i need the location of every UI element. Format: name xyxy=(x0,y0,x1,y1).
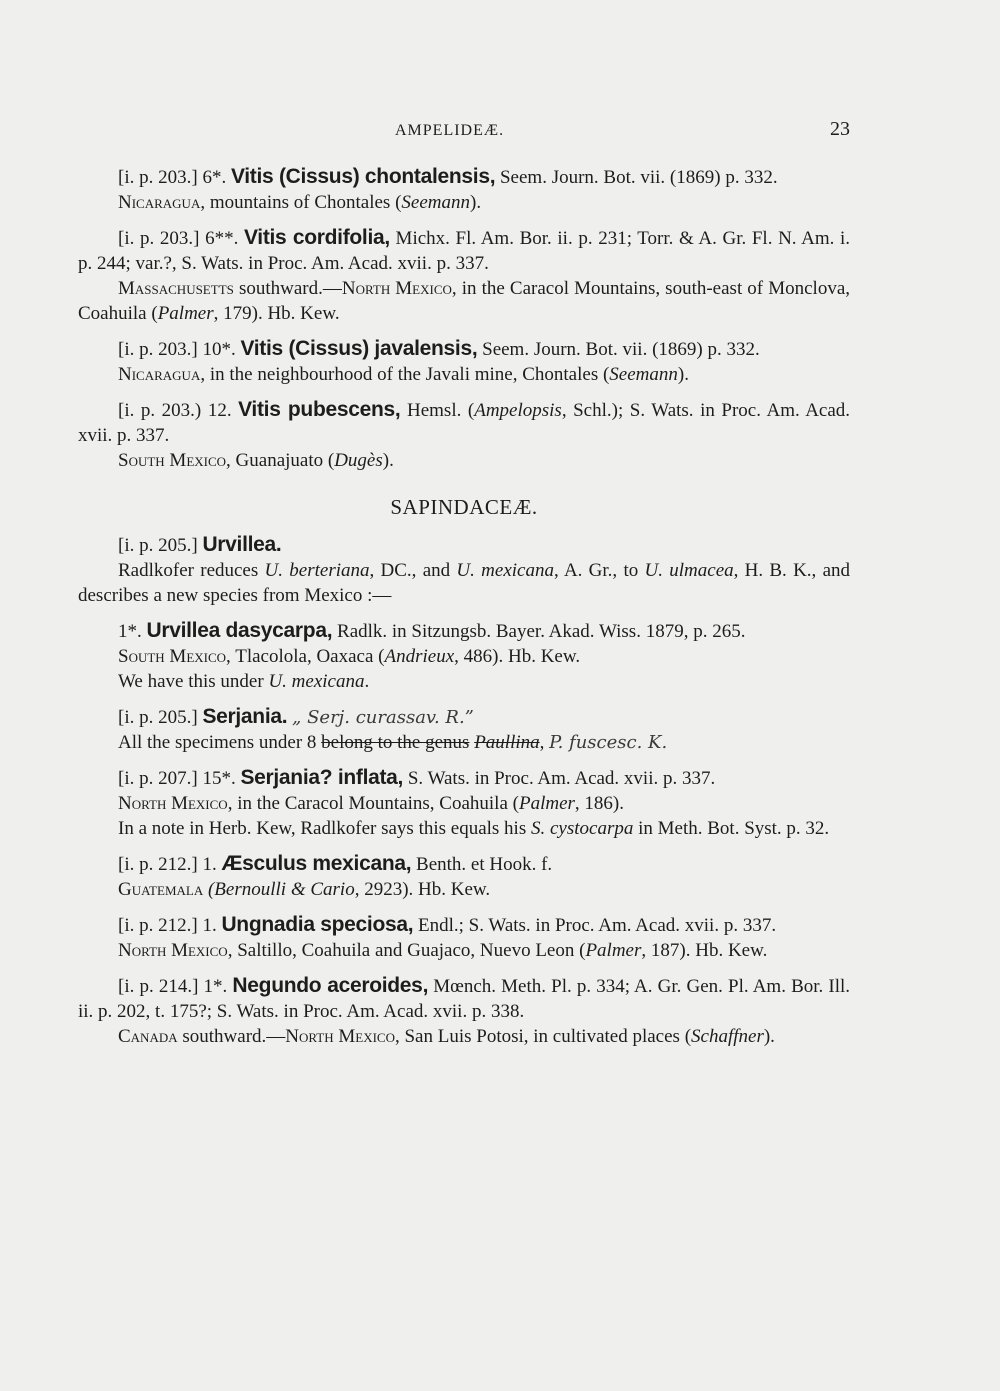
species-entry xyxy=(78,912,850,963)
species-heading: [i. p. 203.) 12. Vitis pubescens, Hemsl. (Ampelopsis, Schl.); S. Wats. in Proc. Am. Acad. xvii. p. 337. xyxy=(78,398,851,446)
species-locality: Massachusetts southward.—North Mexico, in the Caracol Mountains, south-east of Monclova, Coahuila (Palmer, 179). Hb. Kew. xyxy=(78,278,851,324)
species-note: In a note in Herb. Kew, Radlkofer says this equals his S. cystocarpa in Meth. Bot. Syst. p. 32. xyxy=(118,818,830,839)
species-locality: South Mexico, Guanajuato (Dugès). xyxy=(118,450,394,471)
species-note: We have this under U. mexicana. xyxy=(118,671,370,692)
genus-entry xyxy=(78,532,850,608)
page-number: 23 xyxy=(830,118,850,140)
species-heading: [i. p. 203.] 6**. Vitis cordifolia, Michx. Fl. Am. Bor. ii. p. 231; Torr. & A. Gr. Fl. N. Am. i. p. 244; var.?, S. Wats. in Proc. Am. Acad. xvii. p. 337. xyxy=(78,226,851,274)
species-entry xyxy=(78,765,850,841)
species-name: Vitis pubescens, xyxy=(238,398,401,421)
species-entry xyxy=(78,618,850,694)
species-locality: Nicaragua, mountains of Chontales (Seemann). xyxy=(118,192,482,213)
species-name: Vitis cordifolia, xyxy=(243,226,390,249)
handwritten-annotation: „ Serj. curassav. R.” xyxy=(292,707,474,728)
species-heading: [i. p. 203.] 10*. Vitis (Cissus) javalensis, Seem. Journ. Bot. vii. (1869) p. 332. xyxy=(118,337,760,360)
genus-entry xyxy=(78,704,850,755)
species-name: Vitis (Cissus) javalensis, xyxy=(240,337,478,360)
genus-name: Serjania. xyxy=(202,705,288,728)
species-heading: [i. p. 203.] 6*. Vitis (Cissus) chontalensis, Seem. Journ. Bot. vii. (1869) p. 332. xyxy=(118,165,778,188)
species-name: Serjania? inflata, xyxy=(240,766,404,789)
genus-note: All the specimens under 8 belong to the genus Paullina, P. fuscesc. K. xyxy=(118,732,668,753)
species-locality: Canada southward.—North Mexico, San Luis Potosi, in cultivated places (Schaffner). xyxy=(118,1026,775,1047)
species-locality: North Mexico, in the Caracol Mountains, Coahuila (Palmer, 186). xyxy=(118,793,624,814)
genus-note: Radlkofer reduces U. berteriana, DC., and U. mexicana, A. Gr., to U. ulmacea, H. B. K., and describes a new species from Mexico :— xyxy=(78,560,851,606)
species-entry xyxy=(78,973,850,1049)
species-entry xyxy=(78,336,850,387)
species-locality: Nicaragua, in the neighbourhood of the Javali mine, Chontales (Seemann). xyxy=(118,364,689,385)
species-entry xyxy=(78,397,850,473)
species-name: Æsculus mexicana, xyxy=(221,852,412,875)
handwritten-annotation: P. fuscesc. K. xyxy=(549,732,668,753)
genus-name: Urvillea. xyxy=(202,533,282,556)
genus-heading: [i. p. 205.] Urvillea. xyxy=(118,533,282,556)
species-heading: [i. p. 214.] 1*. Negundo aceroides, Mœnch. Meth. Pl. p. 334; A. Gr. Gen. Pl. Am. Bor. Ill. ii. p. 202, t. 175?; S. Wats. in Proc. Am. Acad. xvii. p. 338. xyxy=(78,974,851,1022)
species-entry xyxy=(78,164,850,215)
species-heading: 1*. Urvillea dasycarpa, Radlk. in Sitzungsb. Bayer. Akad. Wiss. 1879, p. 265. xyxy=(118,619,746,642)
species-name: Ungnadia speciosa, xyxy=(221,913,414,936)
genus-heading: [i. p. 205.] Serjania. „ Serj. curassav. R.” xyxy=(118,705,474,728)
species-heading: [i. p. 207.] 15*. Serjania? inflata, S. Wats. in Proc. Am. Acad. xvii. p. 337. xyxy=(118,766,716,789)
page-header xyxy=(0,118,1000,146)
species-locality: Guatemala (Bernoulli & Cario, 2923). Hb. Kew. xyxy=(118,879,491,900)
species-heading: [i. p. 212.] 1. Ungnadia speciosa, Endl.; S. Wats. in Proc. Am. Acad. xvii. p. 337. xyxy=(118,913,777,936)
running-title: AMPELIDEÆ. xyxy=(395,122,505,139)
species-entry xyxy=(78,851,850,902)
species-name: Vitis (Cissus) chontalensis, xyxy=(230,165,496,188)
species-entry xyxy=(78,225,850,326)
species-name: Negundo aceroides, xyxy=(232,974,429,997)
species-name: Urvillea dasycarpa, xyxy=(146,619,333,642)
species-locality: North Mexico, Saltillo, Coahuila and Guajaco, Nuevo Leon (Palmer, 187). Hb. Kew. xyxy=(118,940,768,961)
species-heading: [i. p. 212.] 1. Æsculus mexicana, Benth. et Hook. f. xyxy=(118,852,553,875)
species-locality: South Mexico, Tlacolola, Oaxaca (Andrieux, 486). Hb. Kew. xyxy=(118,646,581,667)
family-heading: SAPINDACEÆ. xyxy=(390,495,538,519)
page-body xyxy=(78,164,850,1059)
